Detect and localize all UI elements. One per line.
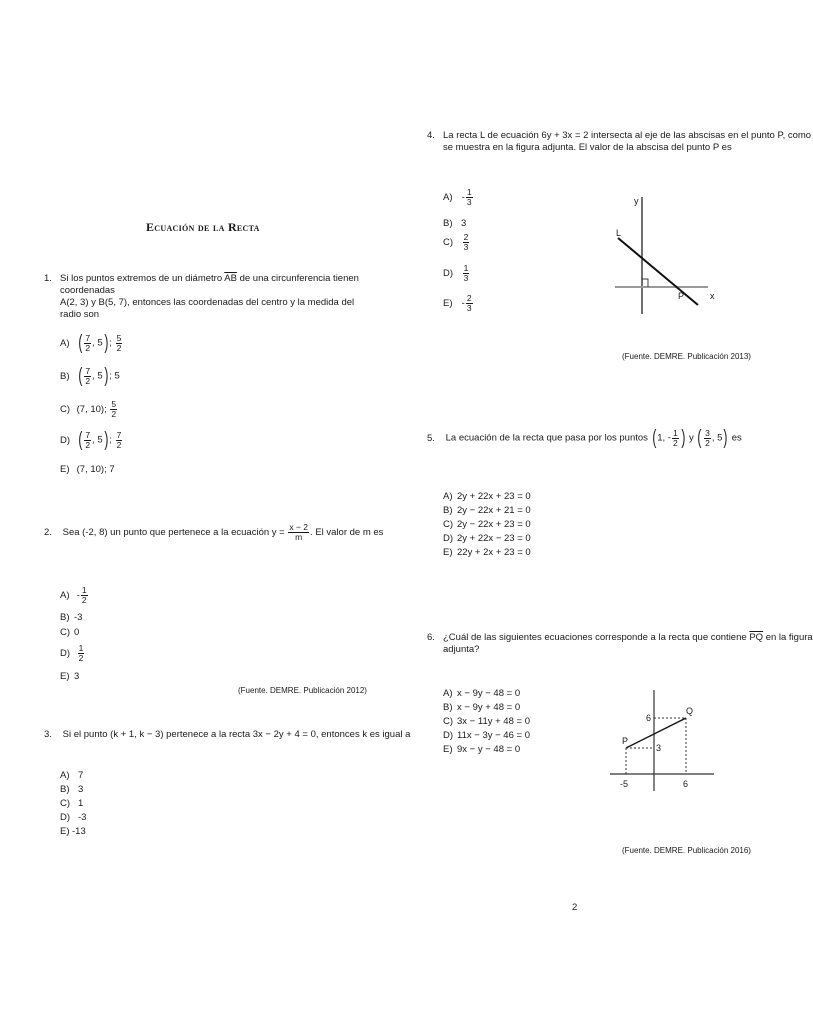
question-1: 1. Si los puntos extremos de un diámetro $\overline{AB}$ de una circunferencia tienen coordenadas A(2, 3) y B(5, 7), entonces las coordenadas del centro y la medida del radio son (44, 273, 359, 320)
q2-option-d[interactable]: D) $\frac{1}{2}$ (60, 643, 84, 663)
q6-option-e[interactable]: E) 9x − y − 48 = 0 (443, 744, 521, 755)
q4-figure (610, 192, 720, 317)
source-note: (Fuente. DEMRE. Publicación 2016) (622, 846, 751, 855)
question-3: 3. Si el punto (k + 1, k − 3) pertenece a la recta 3x − 2y + 4 = 0, entonces k es igual a (44, 729, 411, 740)
q1-option-a[interactable]: A) ( $\frac{7}{2}$ , 5); $\frac{5}{2}$ (60, 332, 122, 354)
q4-option-e[interactable]: E) - $\frac{2}{3}$ (443, 293, 472, 313)
q3-option-c[interactable]: C) 1 (60, 798, 84, 809)
q4-option-c[interactable]: C) $\frac{2}{3}$ (443, 232, 469, 252)
question-number: 6. (427, 632, 435, 643)
source-note: (Fuente. DEMRE. Publicación 2013) (622, 352, 751, 361)
line-l-label: L (616, 228, 622, 238)
tick-label-6-y: 6 (646, 713, 652, 723)
q6-figure (608, 686, 718, 796)
tick-label-neg-5: -5 (620, 779, 629, 789)
q3-option-b[interactable]: B) 3 (60, 784, 84, 795)
q5-option-b[interactable]: B) 2y − 22x + 21 = 0 (443, 505, 531, 516)
question-4: 4. La recta L de ecuación 6y + 3x = 2 intersecta al eje de las abscisas en el punto P, como se muestra en la figura adjunta. El valor de la abscisa del punto P es (427, 130, 812, 153)
q1-option-b[interactable]: B) ( $\frac{7}{2}$ , 5); 5 (60, 365, 120, 387)
q2-option-a[interactable]: A) - $\frac{1}{2}$ (60, 585, 87, 605)
question-2: 2. Sea (-2, 8) un punto que pertenece a la ecuación y = $\frac{x - 2}{m}$ . El valor de m es (44, 522, 384, 542)
question-5: 5. La ecuación de la recta que pasa por los puntos (1, - $\frac{1}{2}$ ) y ( $\frac{3}{2}$ , 5) es (427, 427, 742, 449)
segment-ab: $\overline{AB}$ (224, 273, 237, 284)
q2-option-c[interactable]: C) 0 (60, 627, 80, 638)
q3-option-e[interactable]: E) -13 (60, 826, 86, 837)
source-note: (Fuente. DEMRE. Publicación 2012) (238, 686, 367, 695)
point-p-label: P (622, 736, 629, 746)
q5-option-c[interactable]: C) 2y − 22x + 23 = 0 (443, 519, 531, 530)
point-q-label: Q (686, 706, 694, 716)
question-number: 2. (44, 526, 52, 538)
right-angle-mark (642, 279, 648, 287)
q1-option-d[interactable]: D) ( $\frac{7}{2}$ , 5); $\frac{7}{2}$ (60, 429, 122, 451)
q1-option-e[interactable]: E) (7, 10); 7 (60, 464, 115, 475)
q4-option-b[interactable]: B) 3 (443, 218, 467, 229)
q3-option-d[interactable]: D) -3 (60, 812, 87, 823)
equation-fraction: $\frac{x - 2}{m}$ (289, 522, 309, 542)
q2-option-e[interactable]: E) 3 (60, 671, 80, 682)
question-number: 3. (44, 729, 52, 740)
y-axis-label: y (634, 196, 639, 206)
q4-option-a[interactable]: A) - $\frac{1}{3}$ (443, 187, 472, 207)
q6-option-c[interactable]: C) 3x − 11y + 48 = 0 (443, 716, 530, 727)
q6-option-a[interactable]: A) x − 9y − 48 = 0 (443, 688, 521, 699)
page-number: 2 (572, 902, 578, 913)
q3-option-a[interactable]: A) 7 (60, 770, 84, 781)
segment-pq: $\overline{PQ}$ (749, 632, 764, 643)
page-title: Ecuación de la Recta (146, 220, 260, 234)
point-p-label: P (678, 291, 685, 301)
q4-option-d[interactable]: D) $\frac{1}{3}$ (443, 263, 469, 283)
q5-option-a[interactable]: A) 2y + 22x + 23 = 0 (443, 491, 531, 502)
question-6: 6. ¿Cuál de las siguientes ecuaciones corresponde a la recta que contiene $\overline{PQ}$ en la figura adjunta? (427, 632, 813, 655)
q1-option-c[interactable]: C) (7, 10); $\frac{5}{2}$ (60, 399, 117, 419)
tick-label-6-x: 6 (683, 779, 689, 789)
tick-label-3: 3 (656, 743, 662, 753)
question-number: 5. (427, 432, 435, 444)
q5-option-d[interactable]: D) 2y + 22x − 23 = 0 (443, 533, 531, 544)
q2-option-b[interactable]: B) -3 (60, 612, 83, 623)
q6-option-b[interactable]: B) x − 9y + 48 = 0 (443, 702, 521, 713)
line-l (618, 238, 698, 305)
q6-option-d[interactable]: D) 11x − 3y − 46 = 0 (443, 730, 530, 741)
question-number: 4. (427, 130, 435, 141)
question-number: 1. (44, 273, 52, 284)
x-axis-label: x (710, 291, 715, 301)
q5-option-e[interactable]: E) 22y + 2x + 23 = 0 (443, 547, 531, 558)
